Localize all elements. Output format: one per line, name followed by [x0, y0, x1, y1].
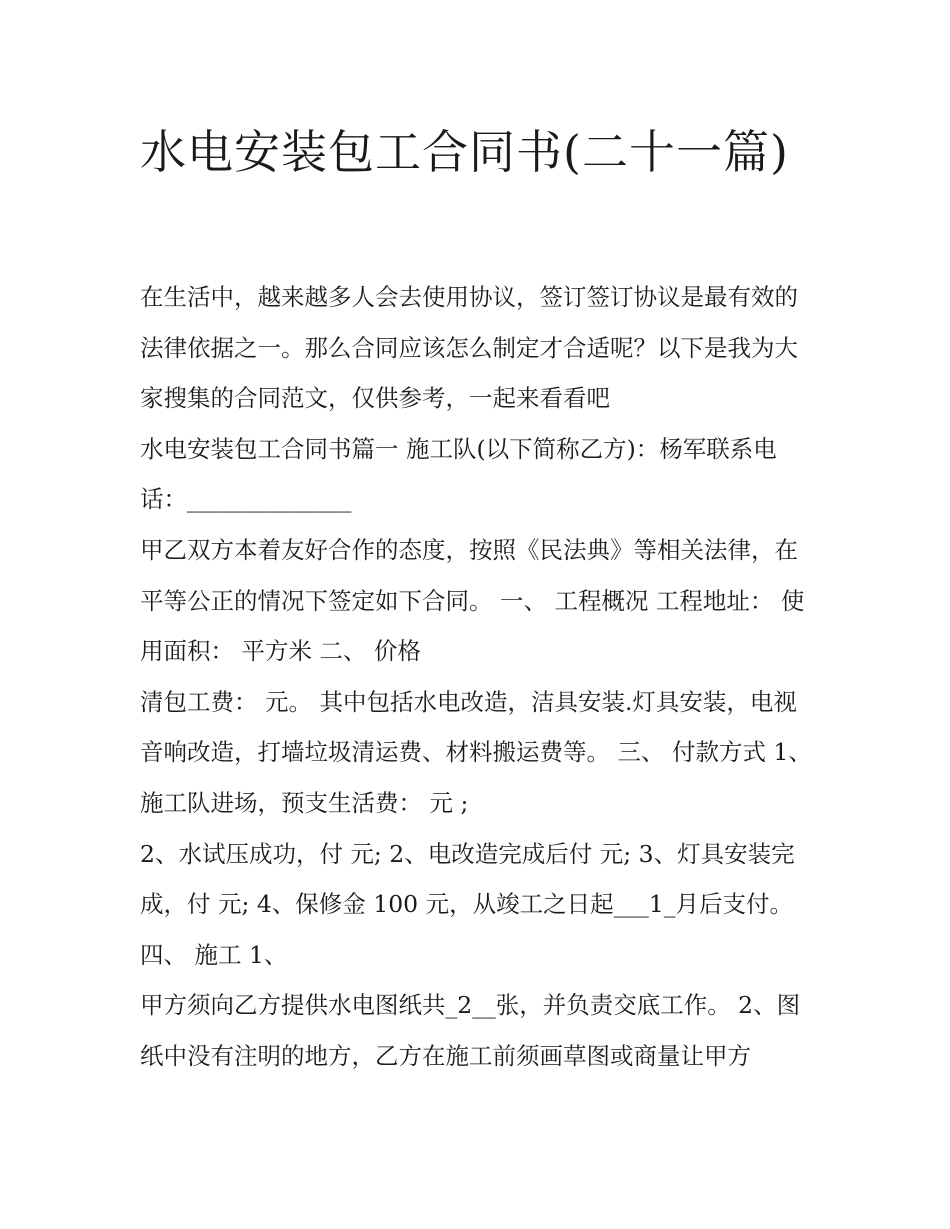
paragraph-intro: 在生活中，越来越多人会去使用协议，签订签订协议是最有效的法律依据之一。那么合同应该怎么制定才合适呢？以下是我为大家搜集的合同范文，仅供参考，一起来看看吧	[140, 283, 798, 413]
paragraph-construction: 甲方须向乙方提供水电图纸共_2__张，并负责交底工作。 2、图纸中没有注明的地方，乙方在施工前须画草图或商量让甲方	[140, 991, 801, 1070]
paragraph-labor-fee: 清包工费： 元。 其中包括水电改造，洁具安装.灯具安装，电视音响改造，打墙垃圾清运费、材料搬运费等。 三、 付款方式 1、施工队进场，预支生活费： 元 ;	[140, 687, 812, 817]
paragraph-project-overview: 甲乙双方本着友好合作的态度，按照《民法典》等相关法律，在平等公正的情况下签定如下合同。 一、 工程概况 工程地址： 使用面积： 平方米 二、 价格	[140, 535, 805, 666]
document-body	[140, 272, 820, 1082]
document-title: 水电安装包工合同书(二十一篇)	[140, 125, 789, 179]
paragraph-contract-header: 水电安装包工合同书篇一 施工队(以下简称乙方)：杨军联系电话：______________	[140, 434, 777, 514]
paragraph-payment-terms: 2、水试压成功，付 元; 2、电改造完成后付 元; 3、灯具安装完成，付 元; 4、保修金 100 元，从竣工之日起___1_月后支付。 四、 施工 1、	[140, 839, 795, 969]
